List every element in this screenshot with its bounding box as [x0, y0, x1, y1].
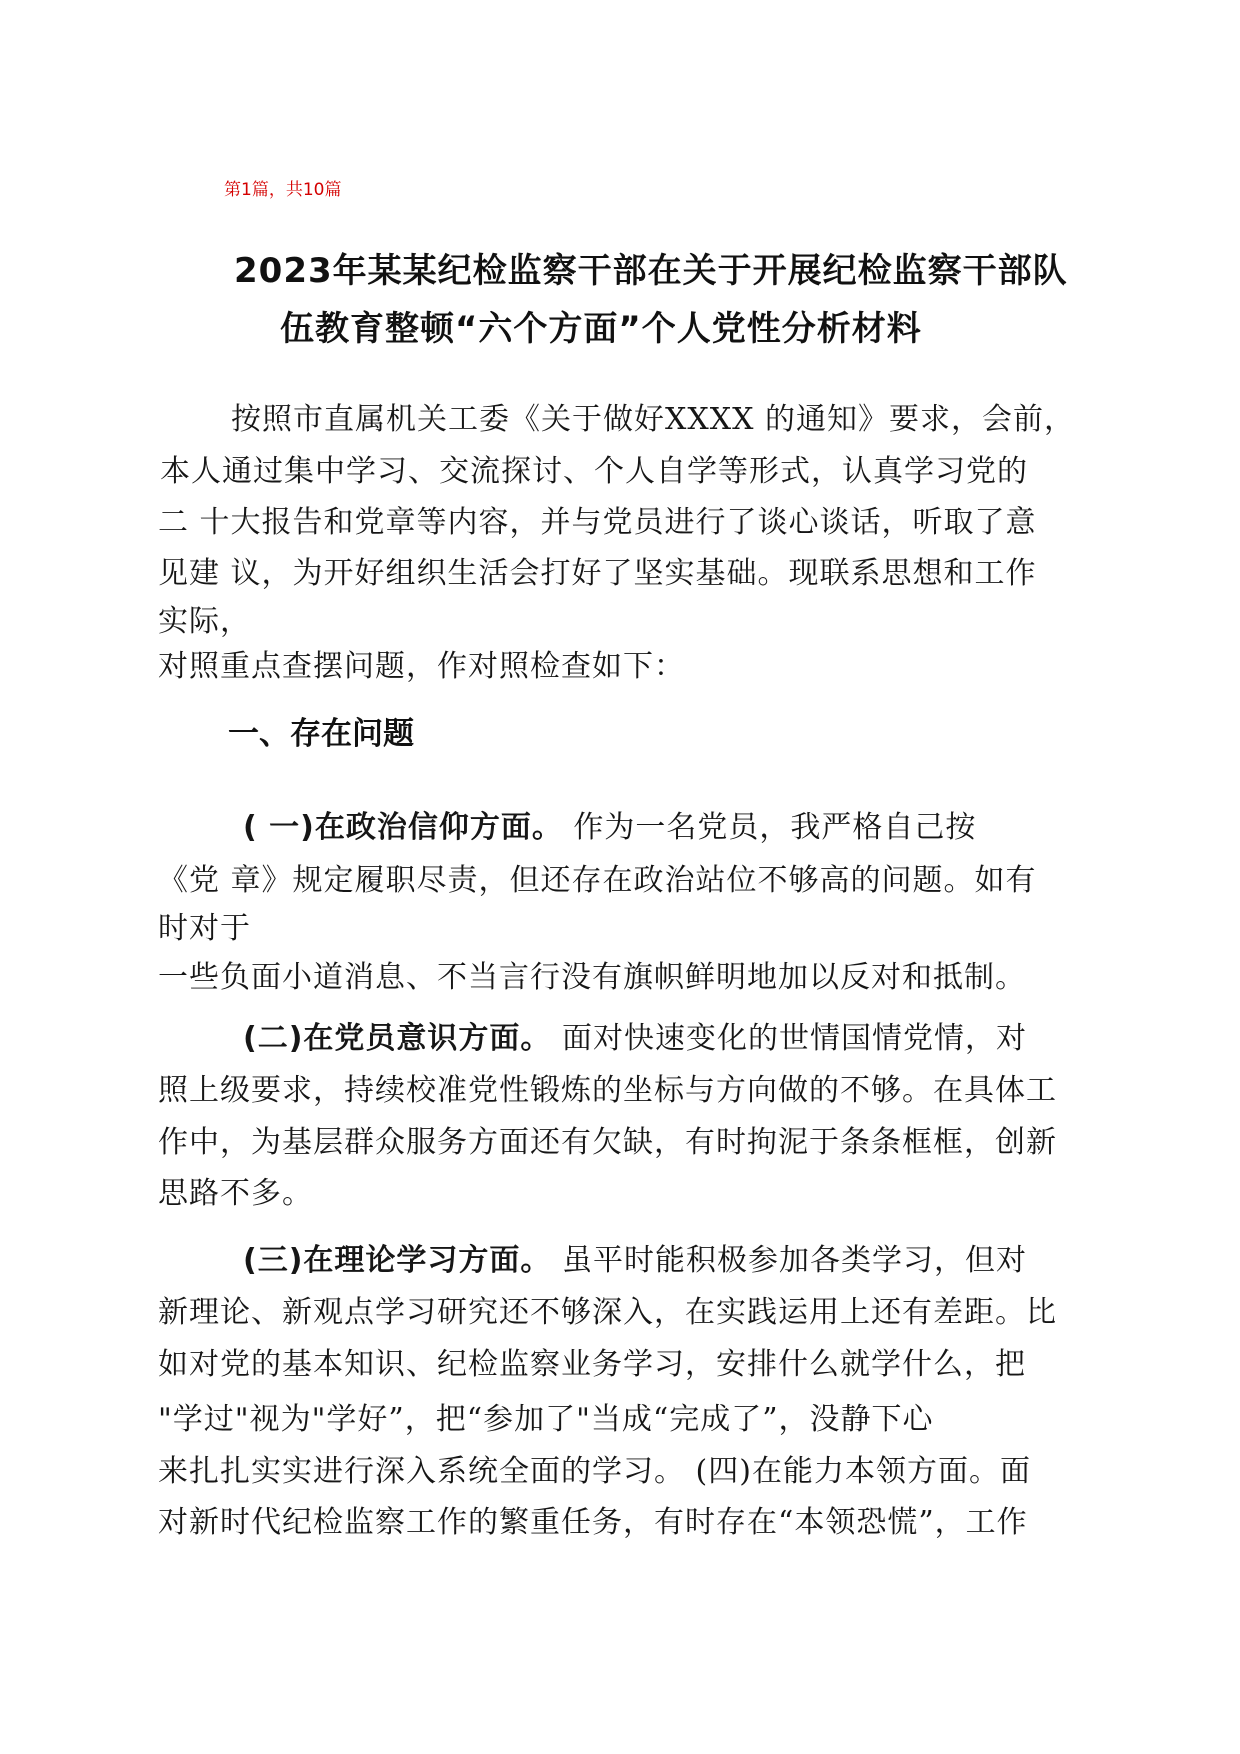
page-counter: 第1篇，共10篇 — [224, 180, 342, 200]
item2-line-4: 思路不多。 — [158, 1176, 313, 1211]
intro-line-4: 见建 议，为开好组织生活会打好了坚实基础。现联系思想和工作 — [158, 556, 1037, 591]
item1-line-3: 时对于 — [158, 911, 251, 946]
item1-line-1-text: 作为一名党员，我严格自己按 — [562, 810, 977, 845]
item2-line-1-text: 面对快速变化的世情国情党情，对 — [551, 1021, 1027, 1056]
item3-line-2: 新理论、新观点学习研究还不够深入，在实践运用上还有差距。比 — [158, 1295, 1057, 1330]
item1-line-2: 《党 章》规定履职尽责，但还存在政治站位不够高的问题。如有 — [158, 863, 1037, 898]
intro-line-3: 二 十大报告和党章等内容，并与党员进行了谈心谈话，听取了意 — [158, 505, 1037, 540]
item1-label: ( 一)在政治信仰方面。 — [243, 810, 563, 845]
item2-line-2: 照上级要求，持续校准党性锻炼的坐标与方向做的不够。在具体工 — [158, 1073, 1057, 1108]
item1-line-4: 一些负面小道消息、不当言行没有旗帜鲜明地加以反对和抵制。 — [158, 960, 1026, 995]
item3-line-4: "学过"视为"学好”，把“参加了"当成“完成了”，没静下心 — [158, 1402, 934, 1437]
item3-line-1 — [243, 1235, 1027, 1279]
item3-label: (三)在理论学习方面。 — [243, 1243, 552, 1278]
item3-line-6: 对新时代纪检监察工作的繁重任务，有时存在“本领恐慌”，工作 — [158, 1505, 1028, 1540]
intro-line-2: 本人通过集中学习、交流探讨、个人自学等形式，认真学习党的 — [160, 454, 1028, 489]
section-heading-problems: 一、存在问题 — [228, 716, 414, 752]
item3-line-1-text: 虽平时能积极参加各类学习，但对 — [551, 1243, 1027, 1278]
item3-line-3: 如对党的基本知识、纪检监察业务学习，安排什么就学什么，把 — [158, 1347, 1026, 1382]
intro-line-6: 对照重点查摆问题，作对照检查如下： — [158, 649, 685, 684]
document-title-line-1: 2023年某某纪检监察干部在关于开展纪检监察干部队 — [234, 251, 1068, 291]
item2-line-3: 作中，为基层群众服务方面还有欠缺，有时拘泥于条条框框，创新 — [158, 1125, 1057, 1160]
intro-line-5: 实际， — [158, 604, 251, 639]
document-title-line-2: 伍教育整顿“六个方面”个人党性分析材料 — [280, 309, 922, 349]
item2-line-1 — [243, 1013, 1027, 1057]
item1-line-1 — [243, 802, 976, 846]
item3-line-5: 来扎扎实实进行深入系统全面的学习。 (四)在能力本领方面。面 — [158, 1454, 1031, 1489]
intro-line-1: 按照市直属机关工委《关于做好XXXX 的通知》要求，会前， — [231, 402, 1075, 437]
item2-label: (二)在党员意识方面。 — [243, 1021, 552, 1056]
